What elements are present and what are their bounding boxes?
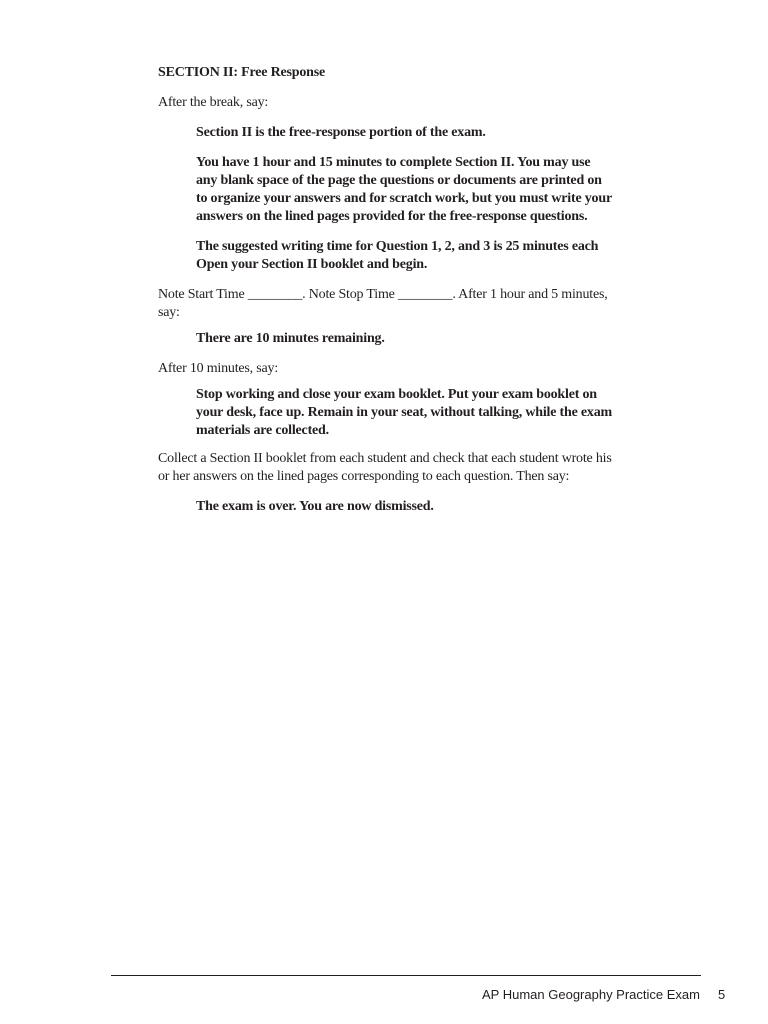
instruction-note-times: Note Start Time ________. Note Stop Time ________. After 1 hour and 5 minutes, say: (158, 287, 608, 320)
section-heading: SECTION II: Free Response (158, 65, 326, 80)
instruction-collect-booklets: Collect a Section II booklet from each student and check that each student wrote his or her answers on the lined pages corresponding to each question. Then say: (158, 451, 612, 484)
page-number: 5 (718, 987, 726, 1002)
instructions-body (158, 64, 613, 528)
script-stop-working: Stop working and close your exam booklet. Put your exam booklet on your desk, face up. Remain in your seat, without talking, while the exam materials are collected. (196, 387, 612, 438)
instruction-after-break: After the break, say: (158, 95, 269, 110)
script-suggested-time: The suggested writing time for Question 1, 2, and 3 is 25 minutes each Open your Section II booklet and begin. (196, 239, 599, 272)
script-minutes-remaining: There are 10 minutes remaining. (196, 331, 385, 346)
script-section-intro: Section II is the free-response portion of the exam. (196, 125, 486, 140)
instruction-after-ten-minutes: After 10 minutes, say: (158, 361, 279, 376)
script-dismissed: The exam is over. You are now dismissed. (196, 499, 434, 514)
footer-title: AP Human Geography Practice Exam (482, 987, 700, 1002)
footer-divider (111, 975, 701, 976)
script-time-allowed: You have 1 hour and 15 minutes to complete Section II. You may use any blank space of the page the questions or documents are printed on to organize your answers and for scratch work, but you must write your answers on the lined pages provided for the free-response questions. (196, 155, 612, 224)
